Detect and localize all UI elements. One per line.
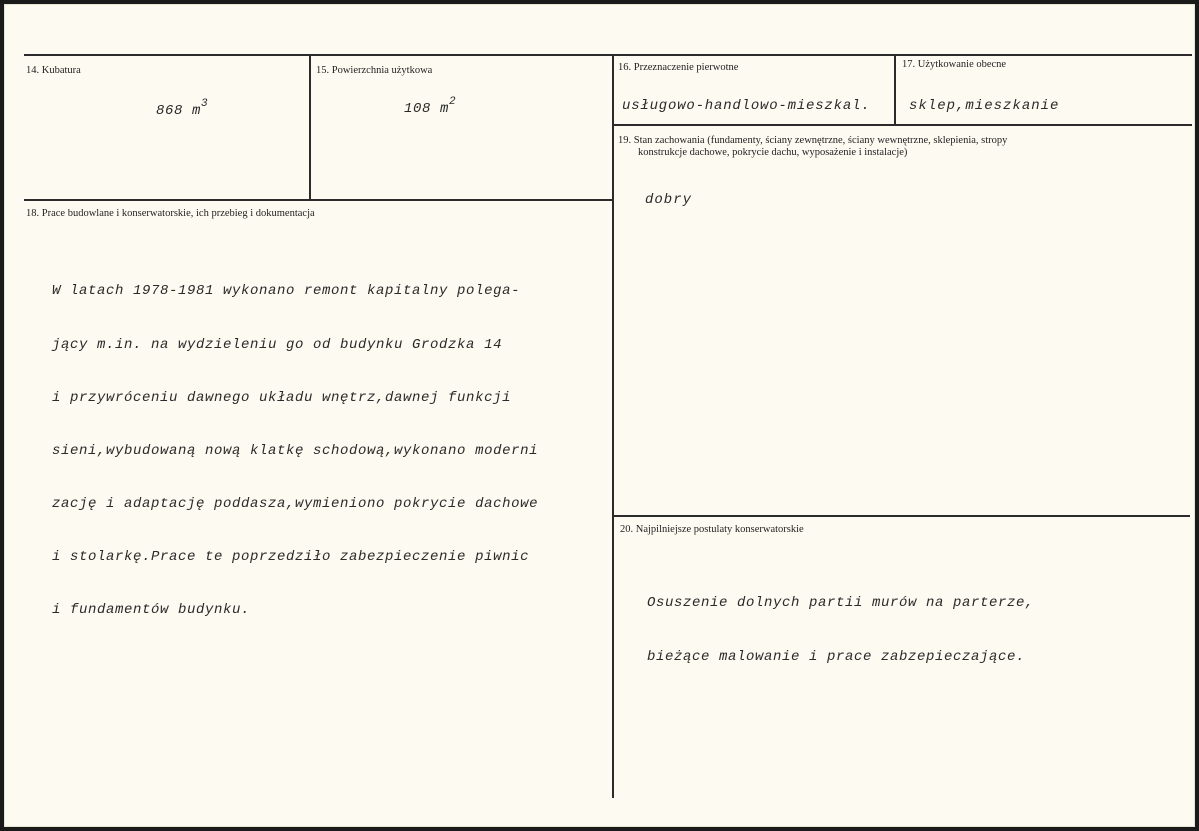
przeznaczenie-label: 16. Przeznaczenie pierwotne [618, 62, 739, 73]
postulaty-label: 20. Najpilniejsze postulaty konserwatorskie [620, 524, 804, 535]
stan-label-line1: 19. Stan zachowania (fundamenty, ściany zewnętrzne, ściany wewnętrzne, sklepienia, stropy [618, 135, 1008, 146]
uzytkowanie-value: sklep,mieszkanie [909, 98, 1060, 114]
kubatura-value [156, 98, 209, 119]
powierzchnia-exponent: 2 [449, 96, 457, 108]
prace-label: 18. Prace budowlane i konserwatorskie, ich przebieg i dokumentacja [26, 208, 315, 219]
prace-line: sieni,wybudowaną nową klatkę schodową,wykonano moderni [52, 442, 539, 459]
przeznaczenie-value: usługowo-handlowo-mieszkal. [622, 98, 871, 114]
divider-16-17 [894, 56, 896, 124]
stan-label-line2: konstrukcje dachowe, pokrycie dachu, wyposażenie i instalacje) [638, 147, 908, 158]
row1-divider-right [614, 124, 1192, 126]
powierzchnia-label: 15. Powierzchnia użytkowa [316, 65, 433, 76]
top-rule [24, 54, 1192, 56]
postulaty-text [647, 560, 1034, 702]
prace-text [52, 248, 538, 655]
stan-label [618, 135, 1007, 159]
powierzchnia-value [404, 96, 457, 117]
prace-line: zację i adaptację poddasza,wymieniono pokrycie dachowe [52, 495, 539, 512]
prace-line: jący m.in. na wydzieleniu go od budynku Grodzka 14 [52, 336, 503, 353]
section-19-20-divider [614, 515, 1190, 517]
kubatura-exponent: 3 [201, 98, 209, 110]
divider-14-15 [309, 56, 311, 199]
kubatura-number: 868 [156, 103, 184, 119]
postulaty-line: bieżące malowanie i prace zabzepieczające. [647, 648, 1026, 665]
prace-line: i stolarkę.Prace te poprzedziło zabezpieczenie piwnic [52, 548, 530, 565]
record-card [4, 4, 1195, 827]
row1-divider-left [24, 199, 612, 201]
uzytkowanie-label: 17. Użytkowanie obecne [902, 59, 1007, 70]
kubatura-label: 14. Kubatura [26, 65, 81, 76]
powierzchnia-unit: m [440, 101, 450, 117]
kubatura-unit: m [192, 103, 202, 119]
prace-line: W latach 1978-1981 wykonano remont kapitalny polega- [52, 283, 521, 300]
powierzchnia-number: 108 [404, 101, 432, 117]
prace-line: i przywróceniu dawnego układu wnętrz,dawnej funkcji [52, 389, 512, 406]
stan-value: dobry [645, 192, 693, 208]
main-vertical-divider [612, 56, 614, 798]
prace-line: i fundamentów budynku. [52, 602, 251, 619]
postulaty-line: Osuszenie dolnych partii murów na parterze, [647, 595, 1035, 612]
